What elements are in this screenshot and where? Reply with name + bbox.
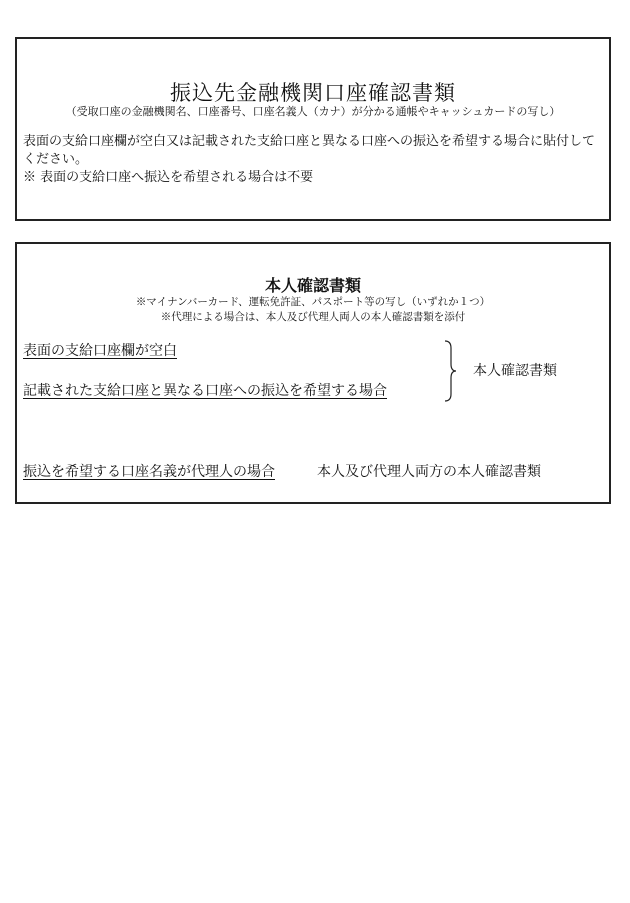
identity-document-proxy-note: ※代理による場合は、本人及び代理人両人の本人確認書類を添付 (160, 311, 466, 323)
condition-proxy-account: 振込を希望する口座名義が代理人の場合 (23, 464, 275, 480)
identity-document-box (15, 242, 611, 504)
bank-account-document-box (15, 37, 611, 221)
condition-different-account: 記載された支給口座と異なる口座への振込を希望する場合 (23, 383, 387, 399)
identity-document-title: 本人確認書類 (264, 276, 361, 295)
result-identity-document: 本人確認書類 (473, 363, 557, 379)
bank-document-subtitle: （受取口座の金融機関名、口座番号、口座名義人（カナ）が分かる通帳やキャッシュカードの写し） (65, 105, 561, 118)
right-brace-icon (443, 340, 457, 402)
bank-document-note: ※ 表面の支給口座へ振込を希望される場合は不要 (23, 170, 314, 185)
bank-document-instruction: 表面の支給口座欄が空白又は記載された支給口座と異なる口座への振込を希望する場合に貼付してください。 (23, 134, 596, 167)
result-both-identity-documents: 本人及び代理人両方の本人確認書類 (317, 464, 541, 480)
bank-document-title: 振込先金融機関口座確認書類 (170, 81, 456, 105)
condition-blank-account: 表面の支給口座欄が空白 (23, 343, 177, 359)
identity-document-examples: ※マイナンバーカード、運転免許証、パスポート等の写し（いずれか１つ） (135, 296, 491, 308)
